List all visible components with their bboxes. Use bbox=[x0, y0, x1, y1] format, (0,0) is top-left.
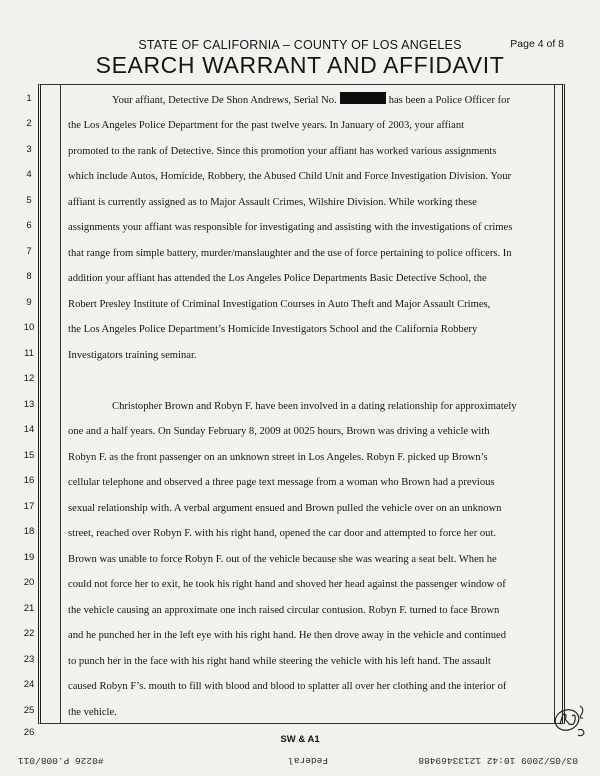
line-number: 17 bbox=[23, 501, 35, 512]
text-line: Robyn F. as the front passenger on an unknown street in Los Angeles. Robyn F. picked up Brown’s bbox=[68, 452, 488, 463]
line-number: 19 bbox=[23, 552, 35, 563]
text-line: promoted to the rank of Detective. Since this promotion your affiant has worked various assignments bbox=[68, 146, 497, 157]
form-code-label: SW & A1 bbox=[280, 734, 320, 745]
redaction-box bbox=[340, 92, 386, 104]
line-number: 4 bbox=[26, 169, 32, 180]
line-number: 21 bbox=[23, 603, 35, 614]
text-line: could not force her to exit, he took his right hand and shoved her head against the passenger window of bbox=[68, 579, 506, 590]
text-segment: Your affiant, Detective De Shon Andrews, Serial No. bbox=[112, 95, 337, 106]
line-number: 5 bbox=[26, 195, 32, 206]
fax-sender: Federal bbox=[288, 755, 328, 766]
line-number: 12 bbox=[23, 373, 35, 384]
text-line: the vehicle causing an approximate one inch raised circular contusion. Robyn F. turned to face Brown bbox=[68, 605, 500, 616]
text-line: addition your affiant has attended the Los Angeles Police Departments Basic Detective School, the bbox=[68, 273, 487, 284]
line-number: 10 bbox=[23, 322, 35, 333]
line-number: 11 bbox=[24, 348, 34, 359]
text-line: sexual relationship with. A verbal argument ensued and Brown pulled the vehicle over on an unknown bbox=[68, 503, 502, 514]
text-line: and he punched her in the left eye with his right hand. He then drove away in the vehicle and continued bbox=[68, 630, 507, 641]
line-number: 25 bbox=[23, 705, 35, 716]
line-number: 8 bbox=[26, 271, 32, 282]
line-number: 20 bbox=[23, 577, 35, 588]
text-segment: has been a Police Officer for bbox=[388, 95, 510, 106]
line-number: 23 bbox=[23, 654, 35, 665]
line-number: 3 bbox=[26, 144, 32, 155]
document-title: SEARCH WARRANT AND AFFIDAVIT bbox=[95, 52, 505, 78]
text-line: which include Autos, Homicide, Robbery, the Abused Child Unit and Force Investigation Division. Your bbox=[68, 171, 512, 182]
text-line: Christopher Brown and Robyn F. have been involved in a dating relationship for approximately bbox=[112, 401, 517, 412]
line-number: 18 bbox=[23, 526, 35, 537]
line-number: 7 bbox=[26, 246, 32, 257]
line-number: 16 bbox=[23, 475, 35, 486]
text-line: the Los Angeles Police Department’s Homicide Investigators School and the California Robbery bbox=[68, 324, 478, 335]
text-line: the vehicle. bbox=[68, 707, 117, 718]
fax-date-number: 03/05/2009 10:42 12133469488 bbox=[418, 755, 578, 766]
text-line: caused Robyn F’s. mouth to fill with blood and blood to splatter all over her clothing and the interior of bbox=[68, 681, 507, 692]
state-county-header: STATE OF CALIFORNIA – COUNTY OF LOS ANGELES bbox=[138, 38, 462, 52]
text-line: affiant is currently assigned as to Major Assault Crimes, Wilshire Division. While working these bbox=[68, 197, 477, 208]
fax-transmission-header bbox=[18, 752, 578, 766]
line-number: 15 bbox=[23, 450, 35, 461]
line-number: 24 bbox=[23, 679, 35, 690]
text-line bbox=[68, 88, 600, 114]
text-line: to punch her in the face with his right hand while steering the vehicle with his left hand. The assault bbox=[68, 656, 491, 667]
text-line: assignments your affiant was responsible for investigating and assisting with the investigations of crimes bbox=[68, 222, 513, 233]
text-line: Brown was unable to force Robyn F. out of the vehicle because she was wearing a seat belt. When he bbox=[68, 554, 497, 565]
line-number: 1 bbox=[26, 93, 32, 104]
line-number: 9 bbox=[26, 297, 32, 308]
page-number: Page 4 of 8 bbox=[510, 38, 564, 50]
text-line: street, reached over Robyn F. with his right hand, opened the car door and attempted to force her out. bbox=[68, 528, 497, 539]
line-number: 2 bbox=[26, 118, 32, 129]
text-line: one and a half years. On Sunday February 8, 2009 at 0025 hours, Brown was driving a vehicle with bbox=[68, 426, 490, 437]
line-number: 22 bbox=[23, 628, 35, 639]
line-number: 13 bbox=[23, 399, 35, 410]
text-line: Investigators training seminar. bbox=[68, 350, 197, 361]
text-line: cellular telephone and observed a three page text message from a woman who Brown had a previous bbox=[68, 477, 495, 488]
text-line: that range from simple battery, murder/manslaughter and the use of force pertaining to police officers. In bbox=[68, 248, 512, 259]
fax-page-count: #0226 P.008/011 bbox=[18, 755, 104, 766]
line-number: 26 bbox=[23, 727, 35, 738]
text-line: the Los Angeles Police Department for the past twelve years. In January of 2003, your affiant bbox=[68, 120, 465, 131]
text-line: Robert Presley Institute of Criminal Investigation Courses in Auto Theft and Major Assault Crimes, bbox=[68, 299, 491, 310]
line-number: 14 bbox=[23, 424, 35, 435]
line-number: 6 bbox=[26, 220, 32, 231]
